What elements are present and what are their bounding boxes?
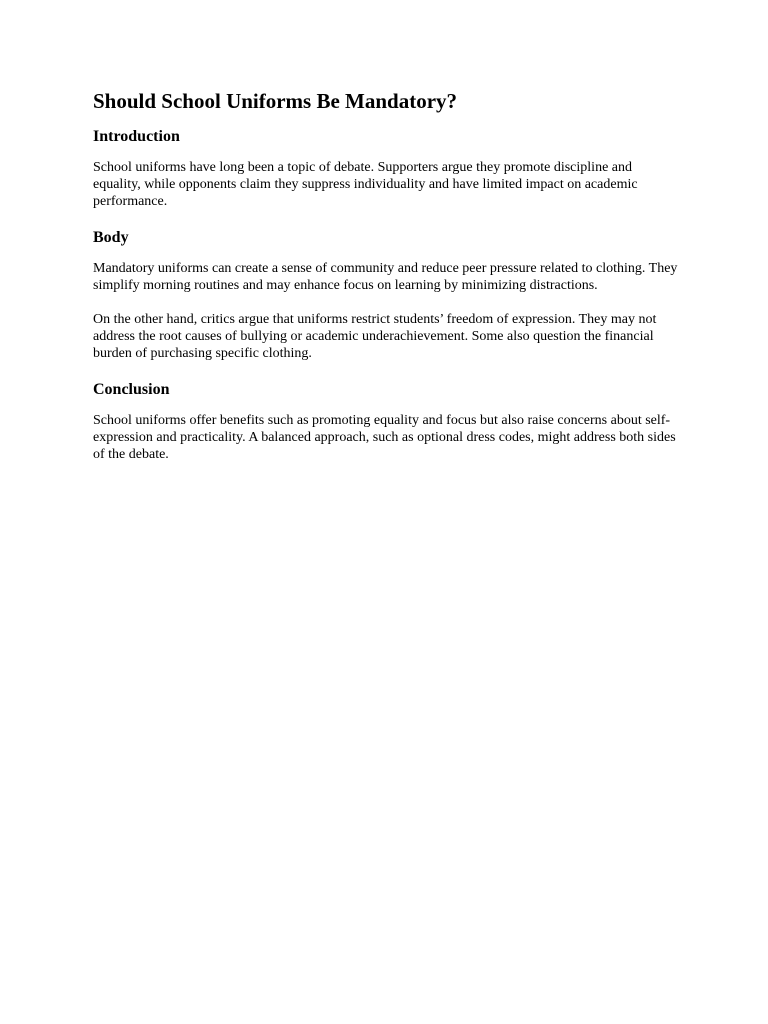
conclusion-paragraph: School uniforms offer benefits such as promoting equality and focus but also raise concerns about self-expression and practicality. A balanced approach, such as optional dress codes, might address both sides of the debate. [93, 413, 676, 462]
section-heading-conclusion: Conclusion [93, 381, 170, 398]
section-heading-introduction: Introduction [93, 128, 180, 145]
introduction-paragraph: School uniforms have long been a topic of debate. Supporters argue they promote discipline and equality, while opponents claim they suppress individuality and have limited impact on academic performance. [93, 160, 638, 209]
section-heading-body: Body [93, 229, 129, 246]
section-introduction [93, 126, 678, 210]
section-conclusion [93, 379, 678, 463]
document-title: Should School Uniforms Be Mandatory? [93, 89, 458, 113]
body-paragraph-1: Mandatory uniforms can create a sense of community and reduce peer pressure related to clothing. They simplify morning routines and may enhance focus on learning by minimizing distractions. [93, 261, 678, 293]
section-body [93, 227, 678, 362]
document-page [93, 87, 678, 480]
body-paragraph-2: On the other hand, critics argue that uniforms restrict students’ freedom of expression. They may not address the root causes of bullying or academic underachievement. Some also question the financial burden of purchasing specific clothing. [93, 312, 657, 361]
